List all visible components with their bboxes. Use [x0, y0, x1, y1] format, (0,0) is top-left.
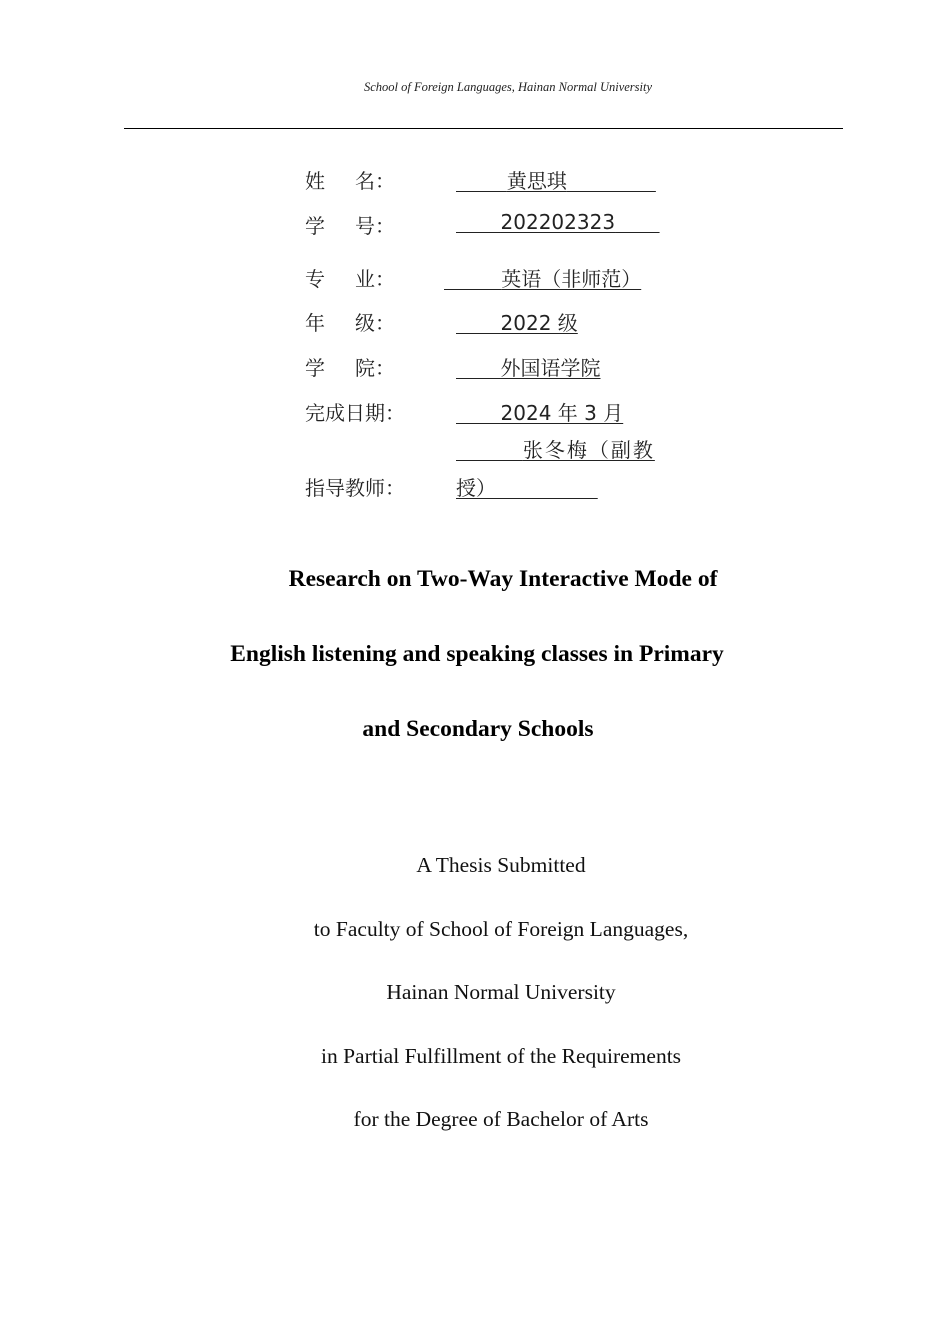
student-id-text: 202202323: [500, 210, 616, 234]
grade-label: 年 级：: [305, 311, 395, 335]
date-label: 完成日期：: [305, 401, 405, 425]
college-label: 学 院：: [305, 356, 395, 380]
thesis-title-line-3: and Secondary Schools: [362, 716, 594, 742]
thesis-title-line-1: Research on Two-Way Interactive Mode of: [288, 566, 718, 592]
advisor-text-line1: 张冬梅（副教: [522, 438, 655, 462]
advisor-value-line2: [456, 472, 598, 501]
submission-line-5: for the Degree of Bachelor of Arts: [353, 1107, 649, 1131]
submission-line-2: to Faculty of School of Foreign Languages,: [313, 917, 689, 941]
running-header: School of Foreign Languages, Hainan Normal University: [363, 80, 653, 94]
major-label: 专 业：: [305, 267, 395, 291]
major-value: [444, 263, 641, 292]
submission-line-4: in Partial Fulfillment of the Requirements: [320, 1044, 682, 1068]
name-value: [456, 165, 656, 194]
advisor-value-line1: [456, 434, 655, 463]
name-text: 黄思琪: [506, 169, 567, 193]
grade-value: [456, 307, 578, 336]
student-id-value: [456, 210, 660, 234]
submission-line-3: Hainan Normal University: [386, 980, 616, 1004]
major-text: 英语（非师范）: [501, 267, 642, 291]
advisor-text-line2: 授）: [456, 476, 496, 500]
date-value: [456, 397, 623, 426]
thesis-title-line-2: English listening and speaking classes in Primary: [230, 641, 724, 667]
advisor-label: 指导教师：: [305, 476, 405, 500]
header-rule: [124, 128, 843, 129]
submission-line-1: A Thesis Submitted: [416, 853, 586, 877]
college-value: [456, 352, 601, 381]
date-text: 2024 年 3 月: [500, 401, 624, 425]
name-label: 姓 名：: [305, 169, 395, 193]
student-id-label: 学 号：: [305, 214, 395, 238]
grade-text: 2022 级: [500, 311, 578, 335]
college-text: 外国语学院: [500, 356, 601, 380]
